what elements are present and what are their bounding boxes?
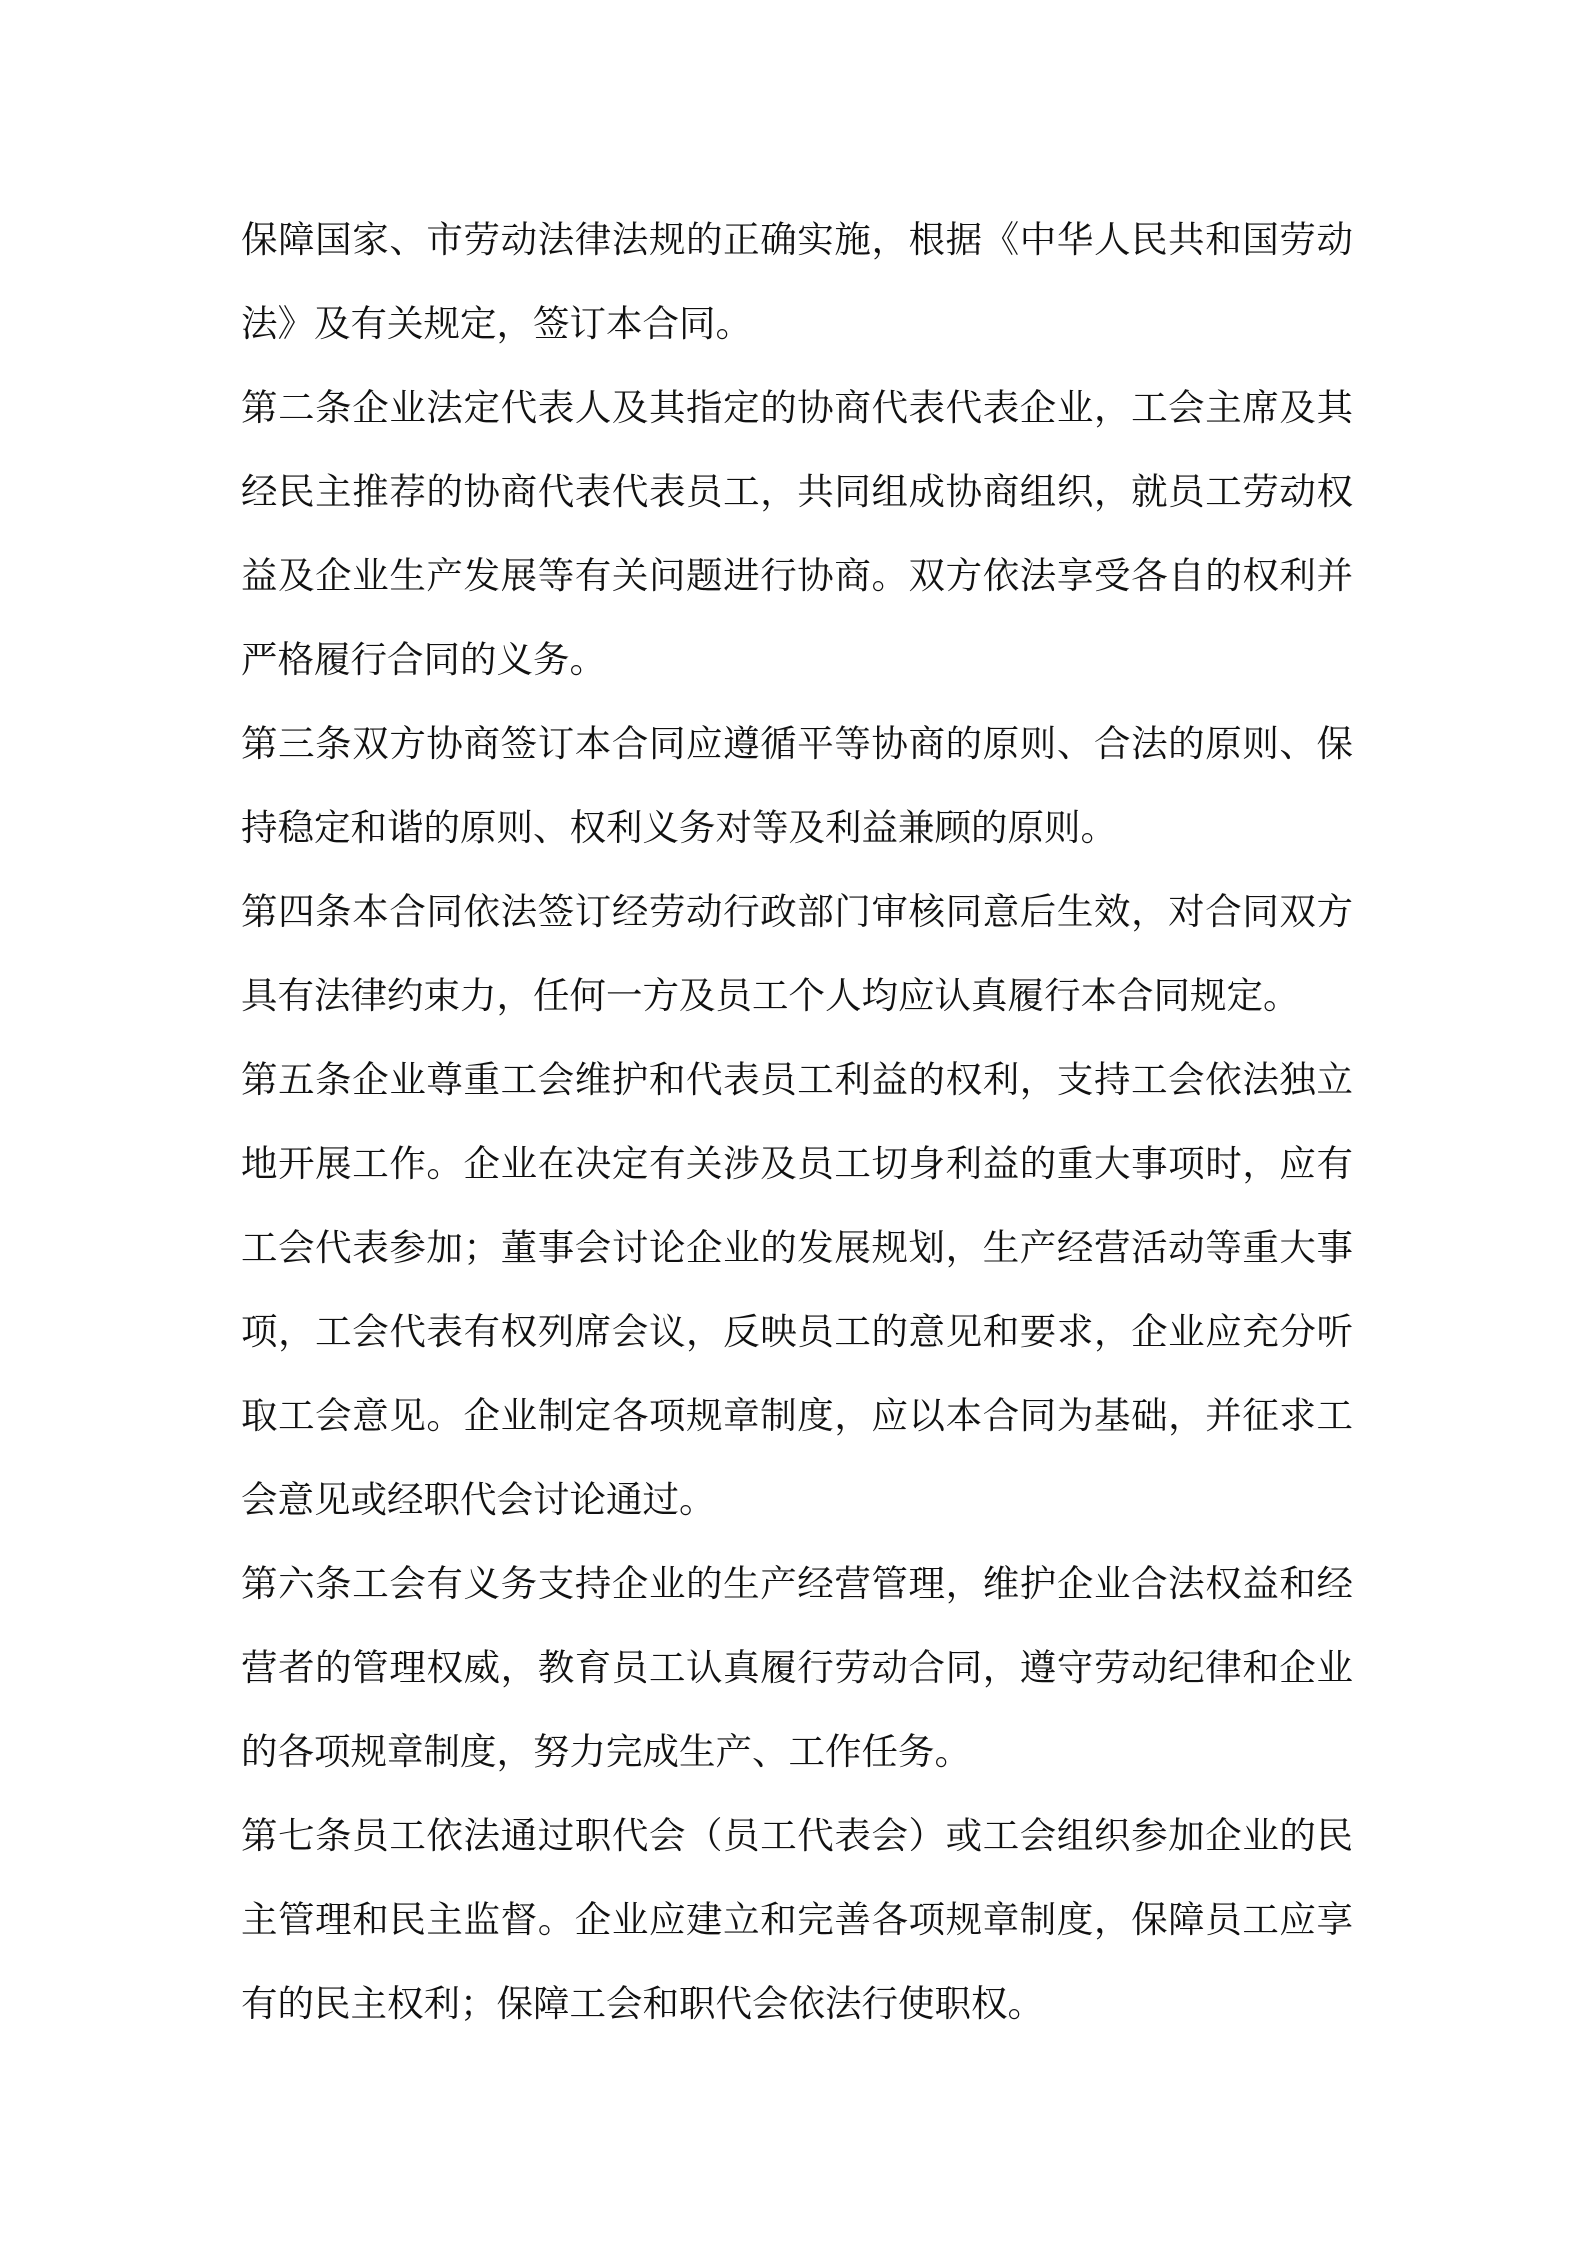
paragraph-article-4: 第四条本合同依法签订经劳动行政部门审核同意后生效，对合同双方具有法律约束力，任何一方及员工个人均应认真履行本合同规定。 <box>241 890 1353 1017</box>
paragraph-article-3: 第三条双方协商签订本合同应遵循平等协商的原则、合法的原则、保持稳定和谐的原则、权利义务对等及利益兼顾的原则。 <box>241 722 1353 849</box>
paragraph-article-5: 第五条企业尊重工会维护和代表员工利益的权利，支持工会依法独立地开展工作。企业在决定有关涉及员工切身利益的重大事项时，应有工会代表参加；董事会讨论企业的发展规划，生产经营活动等重大事项，工会代表有权列席会议，反映员工的意见和要求，企业应充分听取工会意见。企业制定各项规章制度，应以本合同为基础，并征求工会意见或经职代会讨论通过。 <box>241 1058 1353 1521</box>
paragraph-article-6: 第六条工会有义务支持企业的生产经营管理，维护企业合法权益和经营者的管理权威，教育员工认真履行劳动合同，遵守劳动纪律和企业的各项规章制度，努力完成生产、工作任务。 <box>241 1562 1353 1773</box>
document-body <box>241 198 1353 2046</box>
paragraph-continuation: 保障国家、市劳动法律法规的正确实施，根据《中华人民共和国劳动法》及有关规定，签订本合同。 <box>241 218 1353 345</box>
paragraph-article-7: 第七条员工依法通过职代会（员工代表会）或工会组织参加企业的民主管理和民主监督。企业应建立和完善各项规章制度，保障员工应享有的民主权利；保障工会和职代会依法行使职权。 <box>241 1814 1353 2025</box>
paragraph-article-2: 第二条企业法定代表人及其指定的协商代表代表企业，工会主席及其经民主推荐的协商代表代表员工，共同组成协商组织，就员工劳动权益及企业生产发展等有关问题进行协商。双方依法享受各自的权利并严格履行合同的义务。 <box>241 386 1353 681</box>
